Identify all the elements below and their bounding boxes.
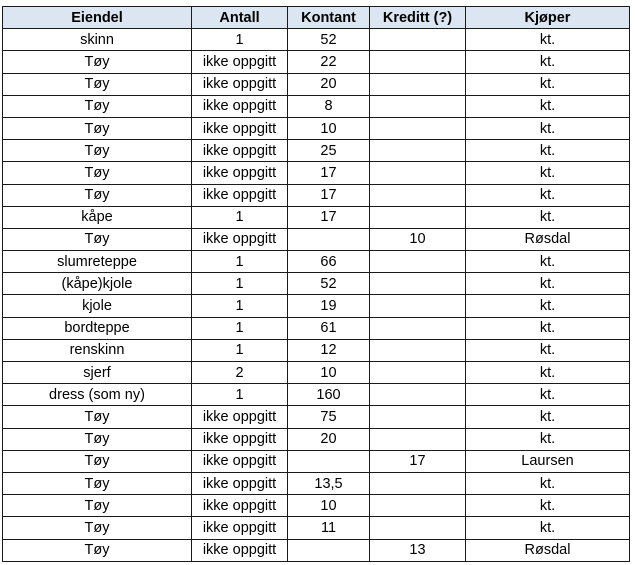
header-row — [3, 7, 630, 29]
cell-antall: 1 — [192, 251, 288, 273]
cell-antall: ikke oppgitt — [192, 162, 288, 184]
cell-antall: 1 — [192, 29, 288, 51]
cell-kreditt: 13 — [370, 539, 466, 561]
cell-eiendel: Tøy — [3, 406, 192, 428]
header-kreditt: Kreditt (?) — [370, 7, 466, 29]
cell-eiendel: kåpe — [3, 206, 192, 228]
cell-kjoper: kt. — [466, 317, 630, 339]
cell-antall: 1 — [192, 206, 288, 228]
table-row — [3, 295, 630, 317]
cell-kontant: 66 — [288, 251, 370, 273]
cell-kreditt — [370, 140, 466, 162]
cell-kreditt — [370, 362, 466, 384]
cell-antall: 1 — [192, 295, 288, 317]
table-row — [3, 140, 630, 162]
cell-antall: ikke oppgitt — [192, 184, 288, 206]
table-row — [3, 73, 630, 95]
cell-eiendel: dress (som ny) — [3, 384, 192, 406]
cell-kreditt — [370, 29, 466, 51]
table-row — [3, 273, 630, 295]
cell-kreditt — [370, 162, 466, 184]
cell-kjoper: kt. — [466, 517, 630, 539]
cell-kjoper: kt. — [466, 140, 630, 162]
cell-kreditt: 17 — [370, 450, 466, 472]
cell-kontant — [288, 228, 370, 250]
cell-kontant: 160 — [288, 384, 370, 406]
cell-kreditt — [370, 73, 466, 95]
table-row — [3, 206, 630, 228]
cell-kjoper: kt. — [466, 295, 630, 317]
table-row — [3, 51, 630, 73]
cell-kontant: 20 — [288, 428, 370, 450]
table-row — [3, 29, 630, 51]
table-row — [3, 450, 630, 472]
table-row — [3, 251, 630, 273]
cell-eiendel: renskinn — [3, 339, 192, 361]
cell-kontant: 52 — [288, 29, 370, 51]
cell-antall: 1 — [192, 384, 288, 406]
table-row — [3, 362, 630, 384]
cell-kontant — [288, 539, 370, 561]
cell-kjoper: kt. — [466, 495, 630, 517]
cell-antall: ikke oppgitt — [192, 428, 288, 450]
cell-kontant: 8 — [288, 95, 370, 117]
cell-antall: 1 — [192, 273, 288, 295]
header-kontant: Kontant — [288, 7, 370, 29]
cell-kreditt — [370, 295, 466, 317]
cell-kjoper: kt. — [466, 472, 630, 494]
cell-eiendel: sjerf — [3, 362, 192, 384]
cell-eiendel: Tøy — [3, 184, 192, 206]
cell-kreditt — [370, 95, 466, 117]
cell-kjoper: kt. — [466, 117, 630, 139]
cell-antall: ikke oppgitt — [192, 117, 288, 139]
cell-kontant: 17 — [288, 162, 370, 184]
table-row — [3, 472, 630, 494]
cell-kjoper: kt. — [466, 73, 630, 95]
cell-kreditt — [370, 384, 466, 406]
cell-antall: ikke oppgitt — [192, 517, 288, 539]
table-row — [3, 517, 630, 539]
cell-kjoper: Røsdal — [466, 228, 630, 250]
cell-antall: ikke oppgitt — [192, 140, 288, 162]
cell-kjoper: kt. — [466, 184, 630, 206]
cell-kontant: 19 — [288, 295, 370, 317]
cell-kjoper: kt. — [466, 162, 630, 184]
cell-eiendel: Tøy — [3, 228, 192, 250]
cell-kontant: 75 — [288, 406, 370, 428]
table-row — [3, 384, 630, 406]
cell-kreditt — [370, 339, 466, 361]
table-row — [3, 184, 630, 206]
cell-kreditt — [370, 495, 466, 517]
cell-kontant: 10 — [288, 495, 370, 517]
cell-kreditt: 10 — [370, 228, 466, 250]
cell-kreditt — [370, 206, 466, 228]
cell-eiendel: Tøy — [3, 539, 192, 561]
cell-kreditt — [370, 428, 466, 450]
cell-eiendel: bordteppe — [3, 317, 192, 339]
cell-kreditt — [370, 117, 466, 139]
cell-eiendel: Tøy — [3, 51, 192, 73]
cell-kreditt — [370, 184, 466, 206]
cell-kontant: 17 — [288, 184, 370, 206]
cell-eiendel: Tøy — [3, 73, 192, 95]
cell-kjoper: kt. — [466, 29, 630, 51]
table-row — [3, 117, 630, 139]
cell-kontant — [288, 450, 370, 472]
cell-kjoper: kt. — [466, 251, 630, 273]
sales-table — [2, 6, 630, 562]
cell-kontant: 11 — [288, 517, 370, 539]
cell-kontant: 52 — [288, 273, 370, 295]
cell-kontant: 10 — [288, 117, 370, 139]
header-kjoper: Kjøper — [466, 7, 630, 29]
cell-kjoper: Røsdal — [466, 539, 630, 561]
cell-kjoper: kt. — [466, 206, 630, 228]
table-body — [3, 29, 630, 562]
cell-antall: ikke oppgitt — [192, 95, 288, 117]
cell-kreditt — [370, 472, 466, 494]
cell-kontant: 22 — [288, 51, 370, 73]
cell-eiendel: Tøy — [3, 162, 192, 184]
cell-eiendel: skinn — [3, 29, 192, 51]
cell-eiendel: Tøy — [3, 117, 192, 139]
cell-kontant: 61 — [288, 317, 370, 339]
table-row — [3, 406, 630, 428]
cell-antall: ikke oppgitt — [192, 51, 288, 73]
cell-eiendel: kjole — [3, 295, 192, 317]
cell-eiendel: Tøy — [3, 428, 192, 450]
cell-antall: ikke oppgitt — [192, 495, 288, 517]
cell-antall: ikke oppgitt — [192, 228, 288, 250]
cell-eiendel: Tøy — [3, 95, 192, 117]
table-row — [3, 539, 630, 561]
cell-kreditt — [370, 51, 466, 73]
cell-kjoper: kt. — [466, 273, 630, 295]
cell-kontant: 12 — [288, 339, 370, 361]
cell-antall: 1 — [192, 317, 288, 339]
cell-kontant: 17 — [288, 206, 370, 228]
cell-kjoper: kt. — [466, 428, 630, 450]
cell-eiendel: Tøy — [3, 472, 192, 494]
cell-antall: 1 — [192, 339, 288, 361]
cell-kontant: 13,5 — [288, 472, 370, 494]
cell-kjoper: kt. — [466, 362, 630, 384]
cell-antall: ikke oppgitt — [192, 73, 288, 95]
cell-kontant: 25 — [288, 140, 370, 162]
cell-eiendel: slumreteppe — [3, 251, 192, 273]
table-row — [3, 428, 630, 450]
cell-kontant: 10 — [288, 362, 370, 384]
cell-eiendel: (kåpe)kjole — [3, 273, 192, 295]
cell-antall: ikke oppgitt — [192, 472, 288, 494]
table-row — [3, 317, 630, 339]
cell-kreditt — [370, 317, 466, 339]
table-row — [3, 339, 630, 361]
cell-kjoper: kt. — [466, 95, 630, 117]
cell-kjoper: kt. — [466, 384, 630, 406]
cell-kjoper: kt. — [466, 339, 630, 361]
table-row — [3, 95, 630, 117]
table-container — [2, 6, 630, 562]
cell-kontant: 20 — [288, 73, 370, 95]
table-row — [3, 162, 630, 184]
header-antall: Antall — [192, 7, 288, 29]
cell-kjoper: kt. — [466, 51, 630, 73]
cell-kreditt — [370, 273, 466, 295]
header-eiendel: Eiendel — [3, 7, 192, 29]
cell-eiendel: Tøy — [3, 495, 192, 517]
cell-eiendel: Tøy — [3, 517, 192, 539]
cell-antall: ikke oppgitt — [192, 539, 288, 561]
cell-antall: ikke oppgitt — [192, 450, 288, 472]
cell-eiendel: Tøy — [3, 140, 192, 162]
cell-kreditt — [370, 251, 466, 273]
cell-antall: ikke oppgitt — [192, 406, 288, 428]
table-row — [3, 228, 630, 250]
cell-kreditt — [370, 406, 466, 428]
table-row — [3, 495, 630, 517]
cell-eiendel: Tøy — [3, 450, 192, 472]
cell-antall: 2 — [192, 362, 288, 384]
cell-kjoper: Laursen — [466, 450, 630, 472]
cell-kjoper: kt. — [466, 406, 630, 428]
cell-kreditt — [370, 517, 466, 539]
